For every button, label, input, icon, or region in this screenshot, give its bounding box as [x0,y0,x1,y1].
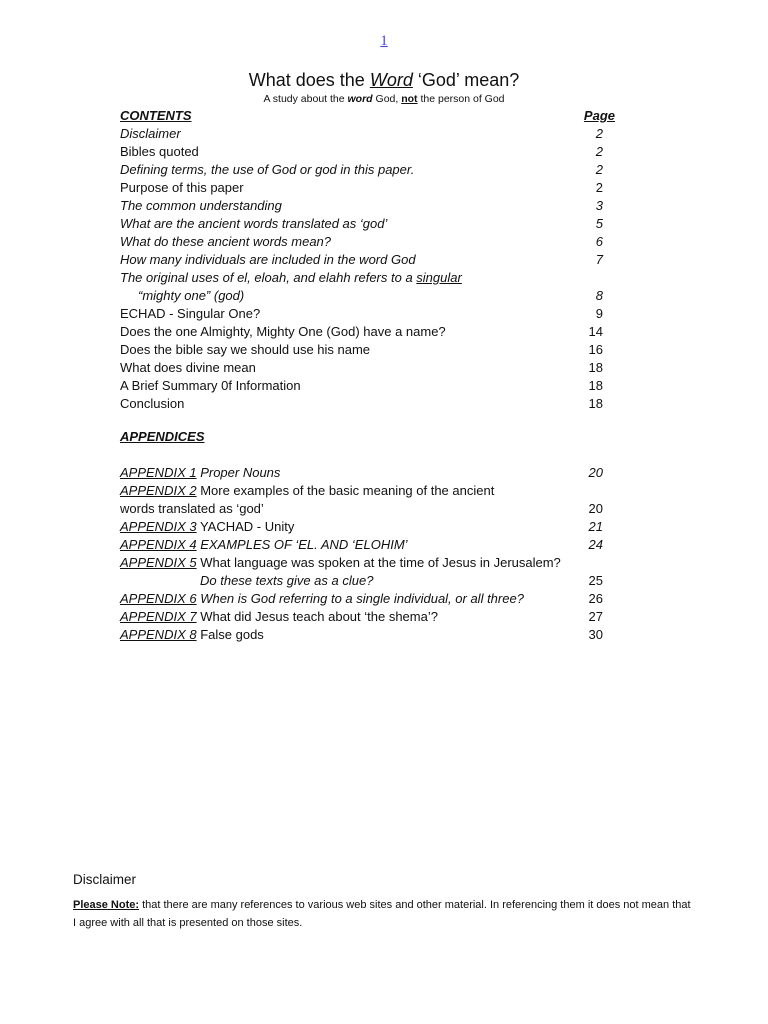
appendix-page: 30 [588,627,603,642]
toc-item[interactable] [120,179,620,197]
disclaimer-heading: Disclaimer [73,872,137,887]
appendix-page: 25 [588,573,603,588]
toc-item[interactable] [120,251,620,269]
toc-page: 6 [595,234,603,249]
appendix-item[interactable] [120,464,620,482]
appendix-page: 24 [588,537,603,552]
appendix-ref: APPENDIX 6 [120,591,197,606]
toc-label: A Brief Summary 0f Information [120,378,301,393]
toc-page: 18 [588,360,603,375]
disclaimer-text [73,896,693,932]
appendix-text: What language was spoken at the time of Jesus in Jerusalem? [196,555,561,570]
appendix-item[interactable] [120,590,620,608]
appendix-item[interactable] [120,554,620,572]
appendix-text: False gods [196,627,264,642]
appendix-label [120,464,280,482]
appendix-text: Proper Nouns [196,465,281,480]
appendix-text: YACHAD - Unity [196,519,295,534]
appendix-label [120,626,264,644]
appendix-item-continuation[interactable] [120,500,620,518]
appendix-ref: APPENDIX 4 [120,537,197,552]
appendix-label [120,608,438,626]
toc-label: What does divine mean [120,360,256,375]
toc-label: “mighty one” (god) [138,288,245,303]
appendix-ref: APPENDIX 5 [120,555,197,570]
toc-page: 7 [595,252,603,267]
appendix-label [120,590,524,608]
toc-label: What are the ancient words translated as ‘god’ [120,216,388,231]
appendix-label [120,554,561,572]
toc-label: How many individuals are included in the word God [120,252,416,267]
toc-label: ECHAD - Singular One? [120,306,261,321]
appendix-label [120,482,494,500]
title-pre: What does the [248,70,370,90]
appendix-page: 27 [588,609,603,624]
toc-item[interactable] [120,305,620,323]
appendix-item[interactable] [120,536,620,554]
appendix-ref: APPENDIX 1 [120,465,197,480]
toc-page: 9 [595,306,603,321]
toc-page: 5 [595,216,603,231]
toc-item[interactable] [120,143,620,161]
subtitle-post: the person of God [417,93,505,105]
toc-page: 16 [588,342,603,357]
page-number[interactable]: 1 [380,33,388,49]
document-subtitle [0,93,768,105]
toc-page: 2 [595,144,603,159]
appendix-item[interactable] [120,626,620,644]
toc-label: Disclaimer [120,126,181,141]
appendix-page: 20 [588,501,603,516]
appendix-item[interactable] [120,482,620,500]
subtitle-word: word [347,93,373,105]
toc-label: The common understanding [120,198,282,213]
document-title [0,70,768,91]
contents-header-row [120,107,620,125]
appendix-text: words translated as ‘god’ [120,501,264,516]
toc-page: 3 [595,198,603,213]
toc-page: 18 [588,378,603,393]
appendix-label [120,536,408,554]
page-column-heading: Page [583,108,615,123]
toc-item[interactable] [120,215,620,233]
appendix-item[interactable] [120,608,620,626]
appendices-list [120,428,620,644]
toc-label: Does the bible say we should use his name [120,342,371,357]
toc-item[interactable] [120,359,620,377]
toc-page: 2 [595,126,603,141]
appendix-page: 20 [588,465,603,480]
toc-item-continuation[interactable] [120,287,620,305]
toc-page: 8 [595,288,603,303]
subtitle-mid: God, [372,93,402,105]
appendices-heading: APPENDICES [120,429,205,444]
toc-item[interactable] [120,233,620,251]
toc-item[interactable] [120,269,620,287]
toc-label: Purpose of this paper [120,180,244,195]
toc-item[interactable] [120,197,620,215]
appendix-ref: APPENDIX 3 [120,519,197,534]
spacer [120,446,620,464]
subtitle-not: not [401,93,418,105]
title-post: ‘God’ mean? [412,70,520,90]
appendix-text: Do these texts give as a clue? [200,573,374,588]
toc-item[interactable] [120,125,620,143]
toc-label: What do these ancient words mean? [120,234,332,249]
appendix-item[interactable] [120,518,620,536]
disclaimer-body: that there are many references to various web sites and other material. In referencing them it does not mean that I agree with all that is presented on those sites. [73,899,691,929]
contents-heading: CONTENTS [120,108,192,123]
appendix-label [120,518,294,536]
subtitle-pre: A study about the [263,93,348,105]
appendix-ref: APPENDIX 2 [120,483,197,498]
please-note-label: Please Note: [73,899,140,911]
toc-label [120,269,462,287]
appendix-item-continuation[interactable] [120,572,620,590]
appendix-ref: APPENDIX 8 [120,627,197,642]
appendix-text: More examples of the basic meaning of the ancient [196,483,495,498]
toc-item[interactable] [120,323,620,341]
appendices-header-row [120,428,620,446]
toc-label: Bibles quoted [120,144,199,159]
appendix-text: When is God referring to a single individual, or all three? [196,591,524,606]
toc-page: 2 [595,180,603,195]
appendix-text: EXAMPLES OF ‘EL. AND ‘ELOHIM’ [196,537,408,552]
toc-label: Does the one Almighty, Mighty One (God) have a name? [120,324,446,339]
toc-label-pre: The original uses of el, eloah, and elahh refers to a [120,270,417,285]
table-of-contents [120,107,620,413]
appendix-text: What did Jesus teach about ‘the shema’? [196,609,438,624]
appendix-page: 21 [588,519,603,534]
toc-item[interactable] [120,341,620,359]
toc-item[interactable] [120,161,620,179]
toc-page: 2 [595,162,603,177]
toc-label-underlined: singular [416,270,462,285]
toc-page: 18 [588,396,603,411]
toc-label: Defining terms, the use of God or god in this paper. [120,162,415,177]
toc-item[interactable] [120,395,620,413]
toc-item[interactable] [120,377,620,395]
toc-label: Conclusion [120,396,185,411]
appendix-ref: APPENDIX 7 [120,609,197,624]
toc-page: 14 [588,324,603,339]
appendix-page: 26 [588,591,603,606]
title-word: Word [369,70,413,90]
